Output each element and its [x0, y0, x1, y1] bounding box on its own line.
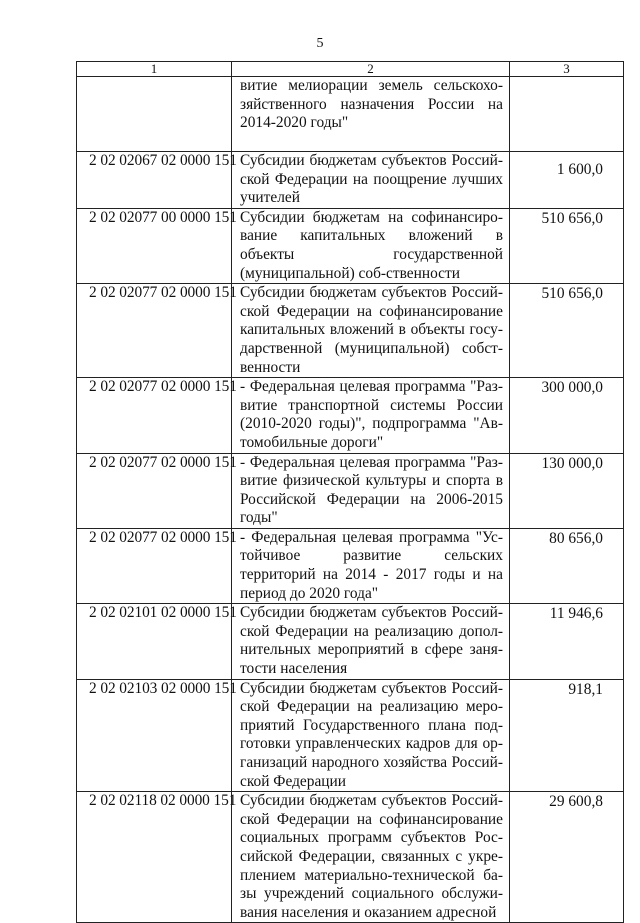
header-cell-2: 2: [232, 62, 510, 77]
code-cell: 2 02 02103 02 0000 151: [77, 679, 232, 792]
amount-cell: 300 000,0: [510, 378, 624, 453]
description-cell: витие мелиорации земель сельскохо-зяйственного назначения России на 2014-2020 годы": [232, 77, 510, 152]
table-row: [77, 453, 624, 528]
page-number: 5: [316, 36, 324, 51]
code-cell: [77, 77, 232, 152]
table-row: [77, 679, 624, 792]
amount-cell: [510, 77, 624, 152]
amount-cell: 29 600,8: [510, 792, 624, 923]
code-cell: 2 02 02077 02 0000 151: [77, 284, 232, 378]
table-row: [77, 208, 624, 283]
table-row: [77, 152, 624, 209]
code-cell: 2 02 02118 02 0000 151: [77, 792, 232, 923]
table-row: [77, 528, 624, 603]
amount-cell: 510 656,0: [510, 284, 624, 378]
description-cell: - Федеральная целевая программа "Ус-тойчивое развитие сельских территорий на 2014 - 2017 годы и на период до 2020 года": [232, 528, 510, 603]
code-cell: 2 02 02077 02 0000 151: [77, 378, 232, 453]
code-cell: 2 02 02077 02 0000 151: [77, 453, 232, 528]
description-cell: Субсидии бюджетам субъектов Россий-ской Федерации на реализацию допол-нительных мероприятий в сфере заня-тости населения: [232, 604, 510, 679]
table-row: [77, 378, 624, 453]
table-row: [77, 792, 624, 923]
description-cell: Субсидии бюджетам субъектов Россий-ской Федерации на поощрение лучших учителей: [232, 152, 510, 209]
amount-cell: [510, 152, 624, 209]
table-row: [77, 284, 624, 378]
amount-cell: 130 000,0: [510, 453, 624, 528]
description-cell: - Федеральная целевая программа "Раз-витие транспортной системы России (2010-2020 годы)", подпрограмма "Ав-томобильные дороги": [232, 378, 510, 453]
header-cell-3: 3: [510, 62, 624, 77]
amount-cell: 11 946,6: [510, 604, 624, 679]
description-cell: Субсидии бюджетам субъектов Россий-ской Федерации на реализацию меро-приятий Государственного плана под-готовки управленческих кадров для ор-ганизаций народного хозяйства Россий-ской Федерации: [232, 679, 510, 792]
budget-table: [76, 61, 624, 923]
code-cell: 2 02 02067 02 0000 151: [77, 152, 232, 209]
description-cell: Субсидии бюджетам на софинансиро-вание капитальных вложений в объекты государственной (муниципальной) соб-ственности: [232, 208, 510, 283]
table-header-row: [77, 62, 624, 77]
amount-cell: 80 656,0: [510, 528, 624, 603]
description-cell: - Федеральная целевая программа "Раз-витие физической культуры и спорта в Российской Федерации на 2006-2015 годы": [232, 453, 510, 528]
amount-cell: 510 656,0: [510, 208, 624, 283]
table-row: [77, 77, 624, 152]
code-cell: 2 02 02101 02 0000 151: [77, 604, 232, 679]
description-cell: Субсидии бюджетам субъектов Россий-ской Федерации на софинансирование капитальных вложений в объекты госу-дарственной (муниципальной) собст-венности: [232, 284, 510, 378]
header-cell-1: 1: [77, 62, 232, 77]
code-cell: 2 02 02077 02 0000 151: [77, 528, 232, 603]
description-cell: Субсидии бюджетам субъектов Россий-ской Федерации на софинансирование социальных программ субъектов Рос-сийской Федерации, связанных с укре-плением материально-технической ба-зы учреждений социального обслужи-вания населения и оказанием адресной: [232, 792, 510, 923]
table-row: [77, 604, 624, 679]
amount-cell: 918,1: [510, 679, 624, 792]
code-cell: 2 02 02077 00 0000 151: [77, 208, 232, 283]
amount-value: 1 600,0: [556, 161, 603, 178]
